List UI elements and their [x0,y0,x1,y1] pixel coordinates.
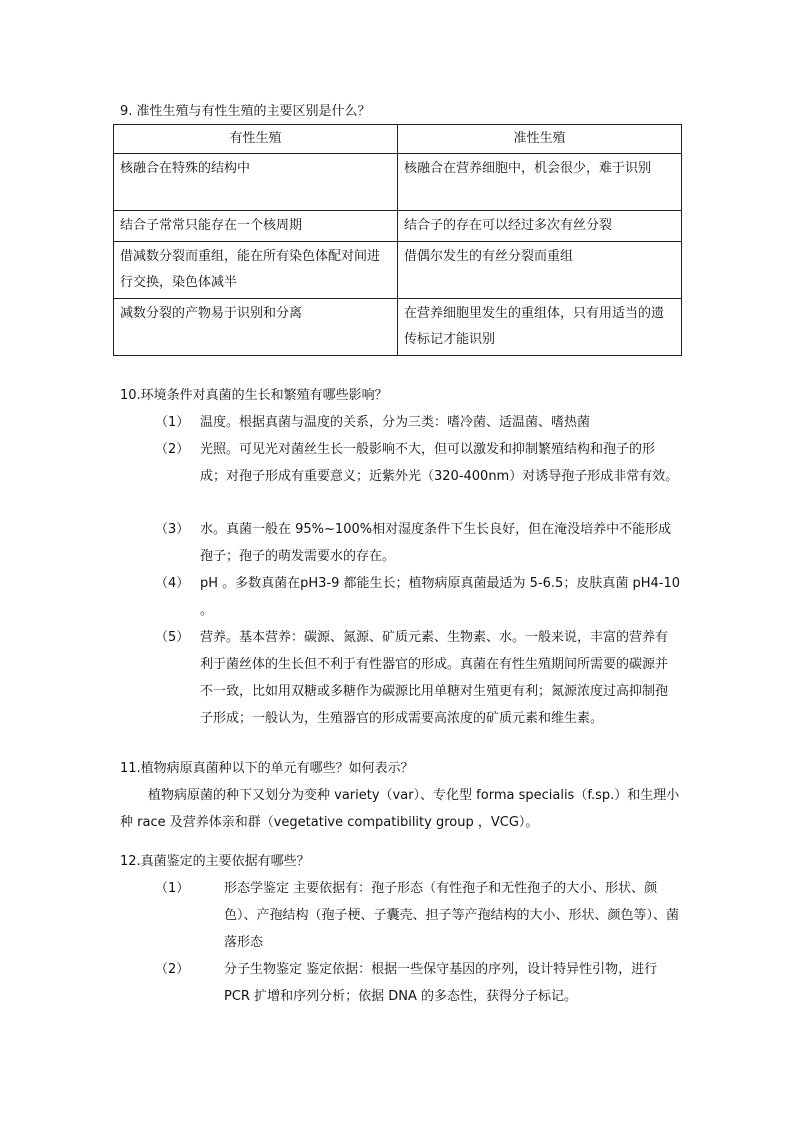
list-number: （4） [155,576,190,591]
list-item: 温度。根据真菌与温度的关系，分为三类：嗜冷菌、适温菌、嗜热菌 [200,415,591,430]
q11-body: 植物病原菌的种下又划分为变种 variety（var）、专化型 forma specialis（f.sp.）和生理小种 race 及营养体亲和群（vegetative compatibility group ，VCG）。 [120,788,680,830]
list-number: （3） [155,522,190,537]
table-cell: 核融合在特殊的结构中 [114,154,398,211]
table-cell: 在营养细胞里发生的重组体，只有用适当的遗传标记才能识别 [398,299,682,356]
q12-title: 12.真菌鉴定的主要依据有哪些？ [120,854,310,869]
list-item: pH 。多数真菌在pH3-9 都能生长；植物病原真菌最适为 5-6.5；皮肤真菌 pH4-10 。 [200,576,680,618]
table-row [114,242,682,299]
header-sexual: 有性生殖 [114,125,398,154]
q11-title: 11.植物病原真菌种以下的单元有哪些？如何表示？ [120,761,414,776]
comparison-table [113,124,682,356]
list-number: （2） [155,962,190,977]
list-number: （2） [155,442,190,457]
table-cell: 借偶尔发生的有丝分裂而重组 [398,242,682,299]
table-header-row [114,125,682,154]
list-item: 光照。可见光对菌丝生长一般影响不大，但可以激发和抑制繁殖结构和孢子的形成；对孢子形成有重要意义；近紫外光（320-400nm）对诱导孢子形成非常有效。 [200,442,679,484]
q10-title: 10.环境条件对真菌的生长和繁殖有哪些影响？ [120,388,388,403]
list-item: 水。真菌一般在 95%~100%相对湿度条件下生长良好，但在淹没培养中不能形成孢子；孢子的萌发需要水的存在。 [200,522,672,564]
table-cell: 借减数分裂而重组，能在所有染色体配对间进行交换，染色体减半 [114,242,398,299]
list-item: 营养。基本营养：碳源、氮源、矿质元素、生物素、水。一般来说，丰富的营养有利于菌丝体的生长但不利于有性器官的形成。真菌在有性生殖期间所需要的碳源并不一致，比如用双糖或多糖作为碳源比用单糖对生殖更有利；氮源浓度过高抑制孢子形成；一般认为，生殖器官的形成需要高浓度的矿质元素和维生素。 [200,630,669,726]
table-cell: 减数分裂的产物易于识别和分离 [114,299,398,356]
table-row [114,299,682,356]
header-parasexual: 准性生殖 [398,125,682,154]
table-row [114,211,682,242]
table-row [114,154,682,211]
table-cell: 结合子常常只能存在一个核周期 [114,211,398,242]
q9-title: 9. 准性生殖与有性生殖的主要区别是什么？ [120,104,371,119]
list-number: （1） [155,415,190,430]
table-cell: 核融合在营养细胞中，机会很少，难于识别 [398,154,682,211]
list-number: （1） [155,881,190,896]
list-item: 形态学鉴定 主要依据有：孢子形态（有性孢子和无性孢子的大小、形状、颜色）、产孢结构（孢子梗、子囊壳、担子等产孢结构的大小、形状、颜色等）、菌落形态 [224,881,680,950]
list-number: （5） [155,630,190,645]
table-cell: 结合子的存在可以经过多次有丝分裂 [398,211,682,242]
list-item: 分子生物鉴定 鉴定依据：根据一些保守基因的序列，设计特异性引物，进行 PCR 扩增和序列分析；依据 DNA 的多态性，获得分子标记。 [224,962,658,1004]
